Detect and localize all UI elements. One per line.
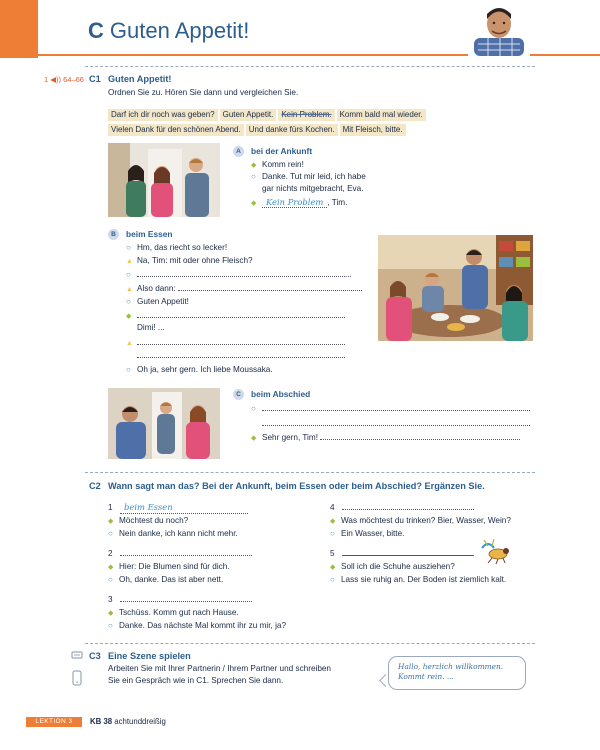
speaker-marker	[330, 574, 341, 585]
answer-blank[interactable]	[262, 403, 530, 411]
dialog-line: ◆Soll ich die Schuhe ausziehen?	[330, 561, 455, 573]
exercise-title: Eine Szene spielen	[108, 651, 191, 661]
exercise-number: C3	[89, 651, 101, 661]
speaker-marker	[126, 296, 137, 307]
answer-blank[interactable]	[320, 432, 520, 440]
c2-item-1: 1 beim Essen	[108, 502, 248, 514]
exercise-title: Wann sagt man das? Bei der Ankunft, beim Essen oder beim Abschied? Ergänzen Sie.	[108, 481, 485, 491]
man-portrait-photo	[468, 4, 530, 56]
speaker-marker	[126, 337, 137, 349]
dialog-line: ▲Na, Tim: mit oder ohne Fleisch?	[126, 255, 253, 267]
dialog-line: ◆Was möchtest du trinken? Bier, Wasser, Wein?	[330, 515, 511, 527]
answer-blank[interactable]	[178, 283, 362, 291]
word-chip: Komm bald mal wieder.	[337, 109, 426, 121]
dialog-line: ○Nein danke, ich kann nicht mehr.	[108, 528, 238, 539]
answer-blank[interactable]	[137, 337, 345, 345]
header-accent-bar	[0, 0, 38, 58]
dialog-line: ○Hm, das riecht so lecker!	[126, 242, 227, 253]
answer-blank[interactable]	[342, 502, 474, 510]
audio-track-ref: 1 ◀)) 64–66	[44, 75, 84, 84]
speaker-marker	[330, 515, 341, 527]
answer-handwritten[interactable]: Kein Problem	[262, 197, 327, 208]
sub-title-arrival: bei der Ankunft	[251, 146, 313, 156]
sub-title-farewell: beim Abschied	[251, 389, 311, 399]
exercise-number: C2	[89, 481, 101, 491]
dialog-line: ○Lass sie ruhig an. Der Boden ist ziemlich kalt.	[330, 574, 506, 585]
dialog-line: ◆Komm rein!	[251, 159, 304, 171]
speaker-marker	[251, 159, 262, 171]
answer-blank[interactable]	[120, 548, 252, 556]
speaker-marker	[251, 432, 262, 444]
c2-item-4: 4	[330, 502, 474, 513]
speaker-marker	[108, 574, 119, 585]
word-bank	[108, 107, 468, 137]
dialog-line	[262, 418, 530, 429]
answer-blank[interactable]	[342, 548, 474, 556]
dialog-line: ◆Hier: Die Blumen sind für dich.	[108, 561, 230, 573]
divider	[85, 66, 535, 67]
section-letter: C	[88, 18, 104, 43]
c2-item-3: 3	[108, 594, 252, 605]
dialog-line: ◆Kein Problem , Tim.	[251, 197, 347, 209]
sub-badge-a: A	[233, 146, 244, 157]
word-chip: Vielen Dank für den schönen Abend.	[108, 124, 244, 136]
speaker-marker	[108, 620, 119, 631]
bug-illustration-icon	[478, 538, 512, 564]
c2-item-5: 5	[330, 548, 474, 559]
dialog-line	[251, 403, 530, 414]
exercise-instruction: Arbeiten Sie mit Ihrer Partnerin / Ihrem Partner und schreiben	[108, 664, 331, 673]
exercise-instruction: Ordnen Sie zu. Hören Sie dann und vergleichen Sie.	[108, 88, 299, 97]
dialog-line: ◆Tschüss. Komm gut nach Hause.	[108, 607, 239, 619]
speaker-marker	[126, 364, 137, 375]
speaker-marker	[251, 197, 262, 209]
dialog-line	[126, 310, 345, 322]
answer-blank[interactable]	[262, 418, 530, 426]
answer-handwritten[interactable]: beim Essen	[120, 502, 248, 514]
speaker-marker	[251, 171, 262, 182]
speaker-marker	[330, 561, 341, 573]
dialog-line: Dimi! ...	[137, 323, 165, 332]
dialog-line: ◆Möchtest du noch?	[108, 515, 188, 527]
speaker-marker	[126, 255, 137, 267]
answer-blank[interactable]	[137, 310, 345, 318]
sub-badge-b: B	[108, 229, 119, 240]
speech-bubble: Hallo, herzlich willkommen. Kommt rein. ...	[388, 656, 526, 690]
speaker-marker	[126, 310, 137, 322]
dialog-line: ◆Sehr gern, Tim!	[251, 432, 520, 444]
dialog-line: ▲Also dann:	[126, 283, 362, 295]
footer-lesson-tab: LEKTION 3	[26, 717, 82, 727]
page-title	[88, 18, 249, 44]
word-chip-used: Kein Problem.	[278, 109, 334, 121]
speaker-marker	[108, 561, 119, 573]
exercise-number: C1	[89, 74, 101, 84]
pair-work-icon	[70, 651, 84, 689]
dialog-line: gar nichts mitgebracht, Eva.	[262, 184, 364, 193]
answer-blank[interactable]	[137, 269, 345, 277]
dinner-photo	[378, 235, 533, 341]
speaker-marker	[126, 283, 137, 295]
farewell-photo	[108, 388, 220, 459]
word-chip: Mit Fleisch, bitte.	[340, 124, 406, 136]
dialog-line	[126, 337, 345, 349]
c2-item-2: 2	[108, 548, 252, 559]
dialog-line: ○Danke. Tut mir leid, ich habe	[251, 171, 366, 182]
word-chip: Darf ich dir noch was geben?	[108, 109, 218, 121]
sub-title-dinner: beim Essen	[126, 229, 173, 239]
dialog-line: ○Oh ja, sehr gern. Ich liebe Moussaka.	[126, 364, 273, 375]
section-title: Guten Appetit!	[109, 18, 250, 43]
speaker-marker	[330, 528, 341, 539]
exercise-title: Guten Appetit!	[108, 74, 172, 84]
dialog-line: ○Oh, danke. Das ist aber nett.	[108, 574, 223, 585]
exercise-instruction: Sie ein Gespräch wie in C1. Sprechen Sie dann.	[108, 676, 284, 685]
sub-badge-c: C	[233, 389, 244, 400]
speaker-marker	[108, 607, 119, 619]
divider	[85, 472, 535, 473]
dialog-line: ○Guten Appetit!	[126, 296, 189, 307]
speaker-marker	[108, 528, 119, 539]
dialog-line: ○Ein Wasser, bitte.	[330, 528, 404, 539]
answer-blank[interactable]	[137, 350, 345, 358]
speaker-marker	[108, 515, 119, 527]
answer-blank[interactable]	[120, 594, 252, 602]
footer-page-info: KB 38 achtunddreißig	[90, 717, 166, 726]
speaker-marker	[126, 269, 137, 280]
arrival-photo	[108, 143, 220, 217]
speaker-marker	[251, 403, 262, 414]
dialog-line: ○...	[126, 269, 352, 280]
dialog-line	[137, 350, 345, 361]
speaker-marker	[126, 242, 137, 253]
divider	[85, 643, 535, 644]
word-chip: Und danke fürs Kochen.	[246, 124, 338, 136]
dialog-line: ○Danke. Das nächste Mal kommt ihr zu mir, ja?	[108, 620, 286, 631]
word-chip: Guten Appetit.	[220, 109, 277, 121]
